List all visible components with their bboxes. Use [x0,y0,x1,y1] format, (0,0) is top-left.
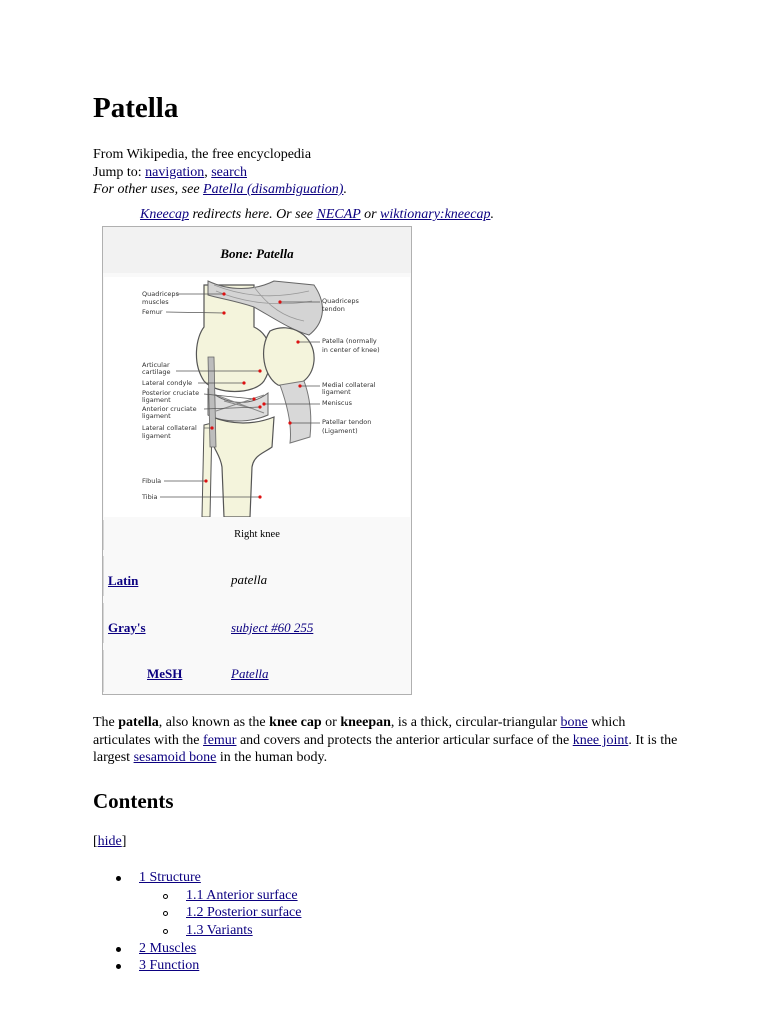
bullet-icon [116,876,121,881]
toc-link-variants[interactable]: 1.3 Variants [186,923,253,939]
intro-text: . It is the largest [93,732,678,766]
knee-joint-link[interactable]: knee joint [572,732,629,748]
diagram-label: in center of knee) [322,346,380,354]
hatnote-or: or [364,207,377,222]
navigation-link[interactable]: navigation [145,164,205,180]
intro-text: which articulates with the [93,715,626,748]
infobox-caption: Bone: Patella [103,227,411,273]
diagram-label: ligament [142,412,171,420]
toc-link-structure[interactable]: 1 Structure [139,870,201,885]
diagram-label: Lateral condyle [142,379,193,387]
diagram-label: (Ligament) [322,427,358,435]
latin-value: patella [231,572,268,587]
toc-link-anterior-surface[interactable]: 1.1 Anterior surface [186,887,298,903]
intro-text: The [93,715,115,730]
diagram-label: Patella (normally [322,337,377,345]
article-meta [93,146,347,199]
diagram-label: tendon [322,305,345,313]
circle-bullet-icon [163,894,168,899]
bullet-icon [116,964,121,969]
grays-subject-link[interactable]: subject #60 255 [231,620,314,635]
diagram-label: Posterior cruciate [142,389,200,397]
hatnote-text: redirects here. Or see [192,207,314,222]
site-sub: From Wikipedia, the free encyclopedia [93,147,312,162]
bone-link[interactable]: bone [560,715,588,730]
other-uses-prefix: For other uses, see [93,182,200,197]
jump-to-line: Jump to: navigation, search [93,164,247,180]
bullet-icon [116,947,121,952]
diagram-label: Quadriceps [142,290,179,298]
sesamoid-bone-link[interactable]: sesamoid bone [133,750,217,766]
diagram-label: Lateral collateral [142,424,197,432]
intro-text: and covers and protects the anterior articular surface of the [239,732,570,748]
diagram-label: Quadriceps [322,297,359,305]
necap-link[interactable]: NECAP [316,207,361,222]
mesh-patella-link[interactable]: Patella [231,666,269,681]
diagram-label: ligament [142,396,171,404]
grays-link[interactable]: Gray's [108,620,146,635]
femur-link[interactable]: femur [203,732,237,748]
bold-term: kneepan [340,715,391,730]
intro-paragraph [93,714,683,767]
diagram-label: Tibia [142,493,158,501]
search-link[interactable]: search [211,164,247,180]
diagram-label: ligament [322,388,351,396]
other-uses-note: For other uses, see Patella (disambiguation). [93,182,347,197]
disambiguation-link[interactable]: Patella (disambiguation) [203,182,344,197]
redirect-hatnote: Kneecap redirects here. Or see NECAP or wiktionary:kneecap. [140,207,494,222]
latin-link[interactable]: Latin [108,573,139,588]
contents-heading: Contents [93,789,174,813]
intro-text: , also known as the [158,715,266,730]
toc-toggle: [hide] [93,834,127,849]
page-title: Patella [93,92,179,124]
toc-link-function[interactable]: 3 Function [139,958,200,974]
diagram-label: cartilage [142,368,171,376]
hide-toc-link[interactable]: hide [97,834,122,849]
wiktionary-link[interactable]: wiktionary:kneecap [380,207,491,222]
circle-bullet-icon [163,911,168,916]
infobox [102,226,412,695]
knee-anatomy-illustration [104,277,410,517]
intro-text: , is a thick, circular-triangular [390,715,557,730]
bold-term: patella [118,715,159,730]
circle-bullet-icon [163,929,168,934]
row-divider [103,650,104,692]
kneecap-link[interactable]: Kneecap [140,207,189,222]
toc-link-muscles[interactable]: 2 Muscles [139,940,197,956]
jump-to-label: Jump to: [93,164,142,180]
knee-diagram[interactable] [104,277,410,517]
diagram-label: ligament [142,432,171,440]
row-divider [103,556,104,596]
toc-link-posterior-surface[interactable]: 1.2 Posterior surface [186,905,302,921]
diagram-label: Medial collateral [322,381,376,389]
mesh-link[interactable]: MeSH [147,666,183,681]
diagram-label: Articular [142,361,170,369]
diagram-label: Meniscus [322,399,352,407]
intro-text: or [325,715,337,730]
diagram-label: Femur [142,308,163,316]
diagram-label: Anterior cruciate [142,405,197,413]
bold-term: knee cap [269,715,322,730]
diagram-label: muscles [142,298,169,306]
diagram-label: Patellar tendon [322,418,372,426]
intro-text: in the human body. [219,750,328,766]
diagram-label: Fibula [142,477,162,485]
row-divider [103,603,104,643]
image-caption: Right knee [234,529,280,540]
